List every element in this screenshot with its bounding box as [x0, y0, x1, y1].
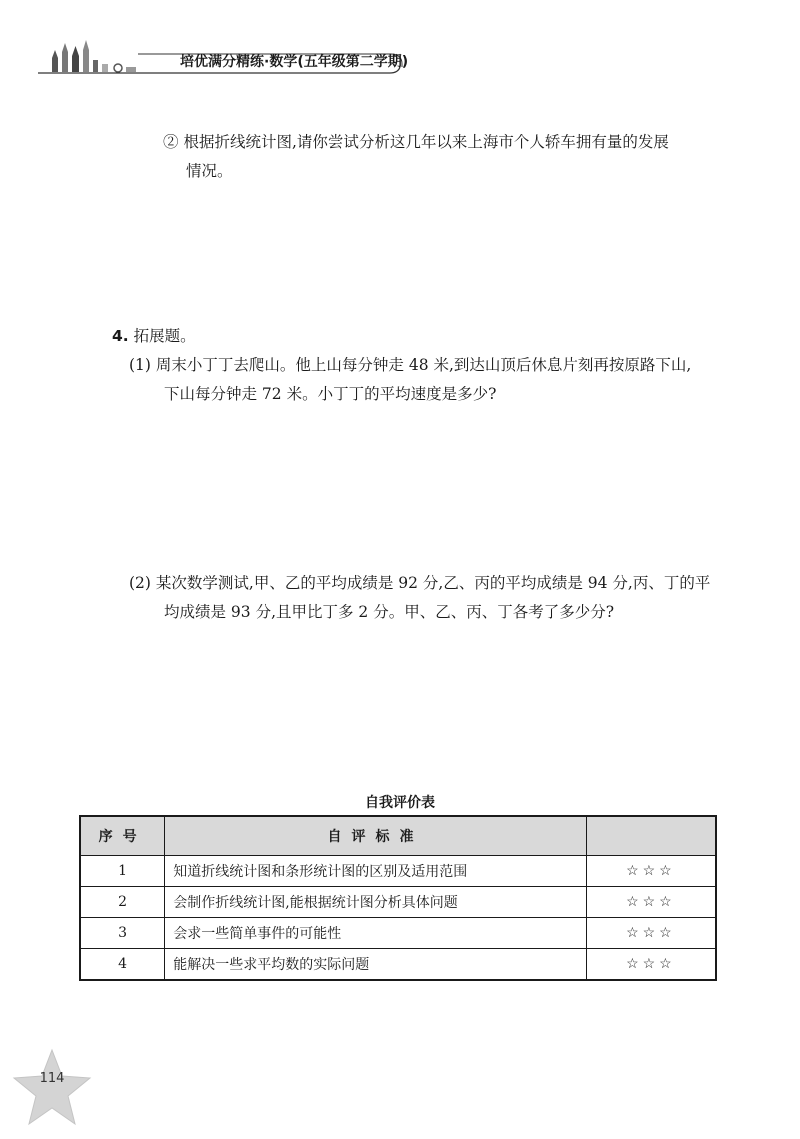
question-text: 某次数学测试,甲、乙的平均成绩是 92 分,乙、丙的平均成绩是 94 分,丙、丁的平 [155, 574, 711, 592]
question-3-part-2 [163, 128, 723, 186]
table-header-row [80, 816, 716, 856]
question-line [163, 128, 723, 157]
question-4-heading [112, 322, 196, 351]
question-line [129, 351, 729, 380]
row-number: 3 [80, 918, 165, 949]
page-number-star-icon [12, 1048, 92, 1128]
table-row [80, 887, 716, 918]
question-text: 根据折线统计图,请你尝试分析这几年以来上海市个人轿车拥有量的发展 [183, 133, 669, 151]
question-line [163, 157, 723, 186]
row-standard: 知道折线统计图和条形统计图的区别及适用范围 [165, 856, 587, 887]
self-evaluation-table [79, 815, 717, 981]
star-rating[interactable]: ☆☆☆ [586, 949, 716, 981]
sub-label: (2) [129, 574, 151, 592]
question-line [129, 569, 729, 598]
page-header [38, 40, 408, 80]
question-text: 均成绩是 93 分,且甲比丁多 2 分。甲、乙、丙、丁各考了多少分? [164, 603, 615, 621]
row-standard: 会求一些简单事件的可能性 [165, 918, 587, 949]
header-number: 序号 [80, 816, 165, 856]
header-rating [586, 816, 716, 856]
question-line [129, 598, 729, 627]
table-title: 自我评价表 [365, 795, 435, 811]
question-text: 情况。 [186, 162, 233, 180]
star-rating[interactable]: ☆☆☆ [586, 918, 716, 949]
question-line [129, 380, 729, 409]
question-text: 周末小丁丁去爬山。他上山每分钟走 48 米,到达山顶后休息片刻再按原路下山, [155, 356, 692, 374]
question-number: 4. [112, 327, 129, 345]
star-rating[interactable]: ☆☆☆ [586, 887, 716, 918]
page-number: 114 [39, 1071, 65, 1086]
star-rating[interactable]: ☆☆☆ [586, 856, 716, 887]
question-text: 下山每分钟走 72 米。小丁丁的平均速度是多少? [164, 385, 497, 403]
question-title: 拓展题。 [133, 327, 196, 345]
row-number: 2 [80, 887, 165, 918]
circled-label: ② [163, 133, 179, 151]
question-4-sub-2 [129, 569, 729, 627]
question-4-sub-1 [129, 351, 729, 409]
header-title: 培优满分精练·数学(五年级第二学期) [180, 54, 409, 70]
row-standard: 会制作折线统计图,能根据统计图分析具体问题 [165, 887, 587, 918]
table-row [80, 918, 716, 949]
header-standard: 自评标准 [165, 816, 587, 856]
row-standard: 能解决一些求平均数的实际问题 [165, 949, 587, 981]
table-row [80, 949, 716, 981]
sub-label: (1) [129, 356, 151, 374]
table-row [80, 856, 716, 887]
row-number: 4 [80, 949, 165, 981]
row-number: 1 [80, 856, 165, 887]
